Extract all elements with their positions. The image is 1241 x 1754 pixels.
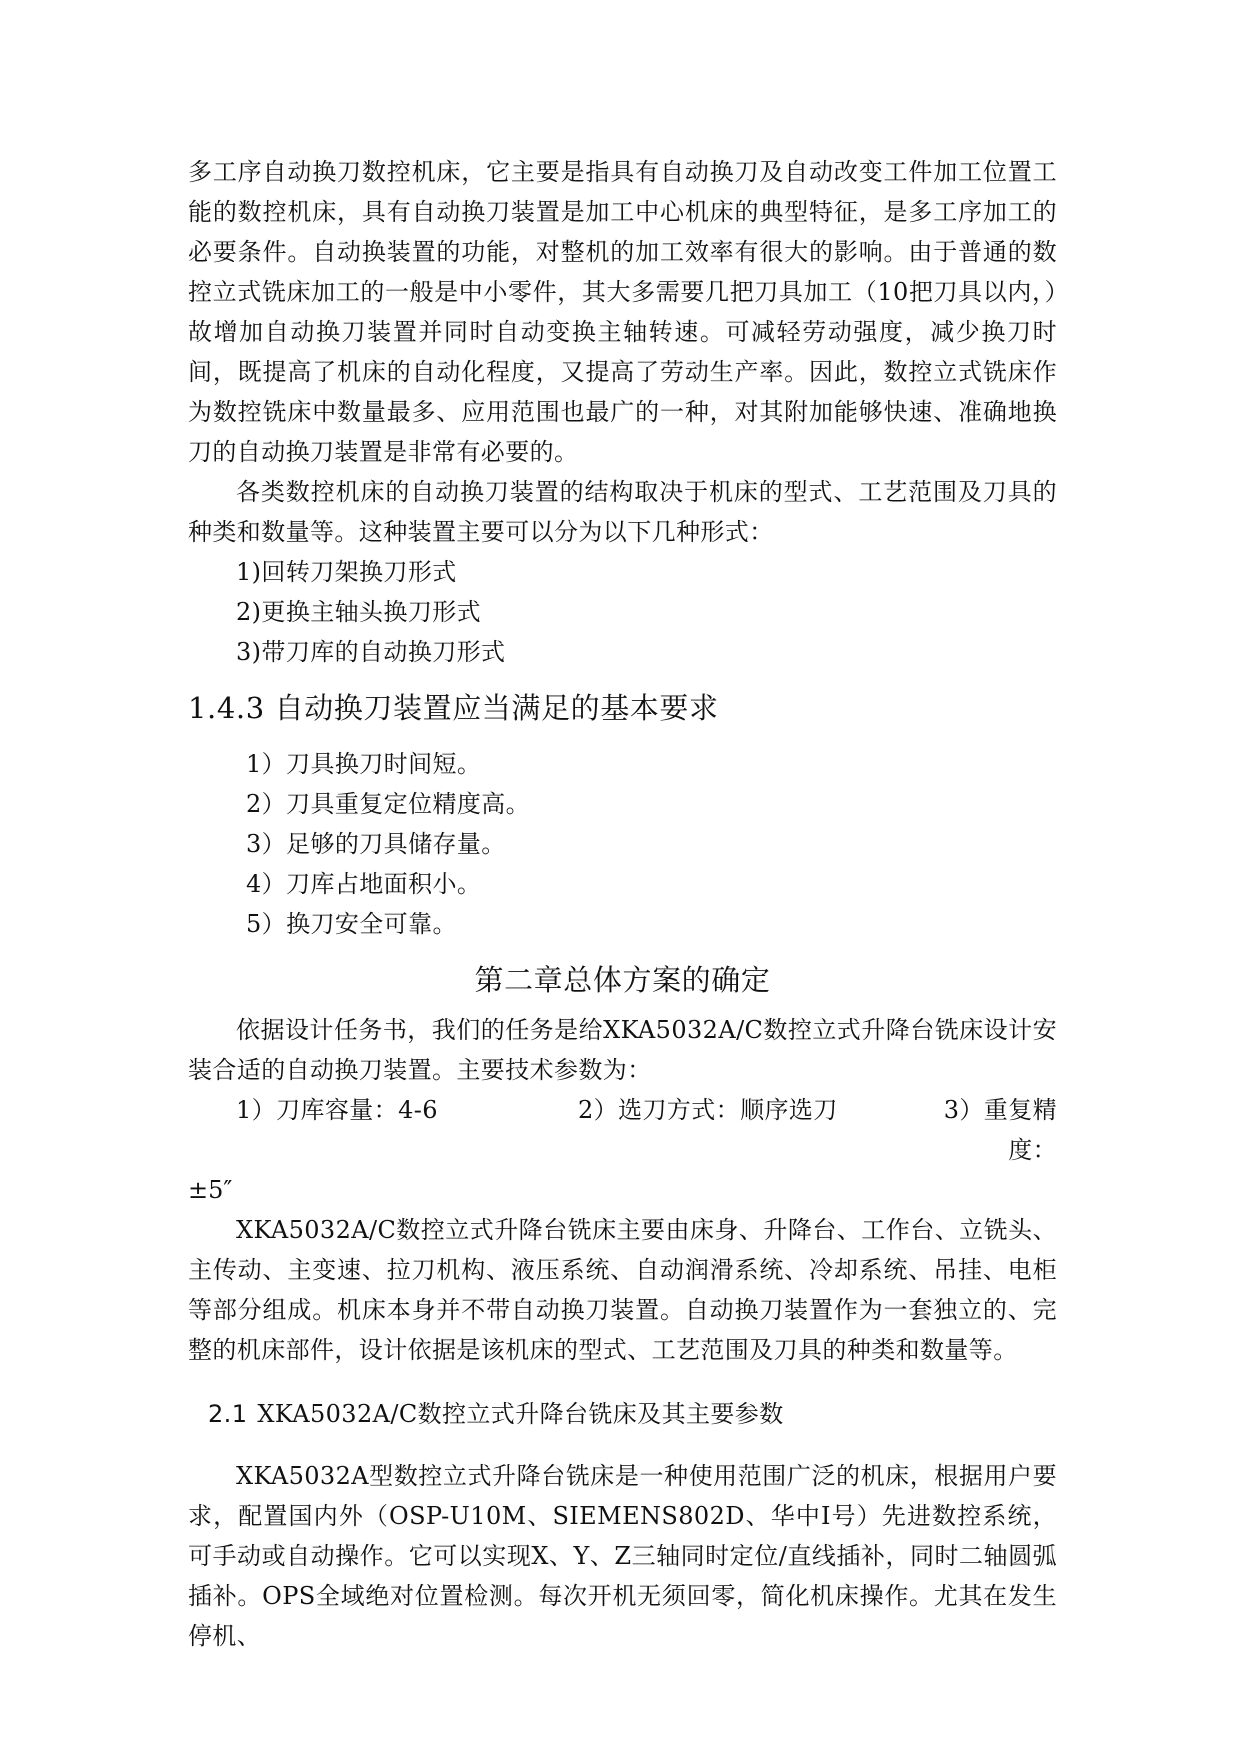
list-item: 2)更换主轴头换刀形式 bbox=[236, 598, 482, 626]
intro-paragraph-2: 各类数控机床的自动换刀装置的结构取决于机床的型式、工艺范围及刀具的种类和数量等。这种装置主要可以分为以下几种形式： bbox=[188, 478, 1057, 546]
changer-forms-list bbox=[188, 552, 1057, 672]
section-number: 2.1 bbox=[208, 1400, 248, 1428]
list-item: 1）刀具换刀时间短。 bbox=[246, 750, 482, 778]
technical-params-row bbox=[188, 1090, 1057, 1170]
intro-paragraph-1: 多工序自动换刀数控机床，它主要是指具有自动换刀及自动改变工件加工位置工能的数控机床，具有自动换刀装置是加工中心机床的典型特征，是多工序加工的必要条件。自动换装置的功能，对整机的加工效率有很大的影响。由于普通的数控立式铣床加工的一般是中小零件，其大多需要几把刀具加工（10把刀具以内，）故增加自动换刀装置并同时自动变换主轴转速。可减轻劳动强度，减少换刀时间，既提高了机床的自动化程度，又提高了劳动生产率。因此，数控立式铣床作为数控铣床中数量最多、应用范围也最广的一种，对其附加能够快速、准确地换刀的自动换刀装置是非常有必要的。 bbox=[188, 158, 1057, 466]
param-repeatability-value: ±5″ bbox=[188, 1176, 233, 1204]
list-item: 4）刀库占地面积小。 bbox=[246, 870, 482, 898]
list-item: 2）刀具重复定位精度高。 bbox=[246, 790, 531, 818]
section-heading-2-1 bbox=[208, 1394, 1057, 1434]
chapter-title: 第二章总体方案的确定 bbox=[474, 963, 771, 997]
section-heading-1-4-3: 1.4.3 自动换刀装置应当满足的基本要求 bbox=[188, 691, 719, 725]
list-item: 3）足够的刀具储存量。 bbox=[246, 830, 506, 858]
list-item: 1)回转刀架换刀形式 bbox=[236, 558, 457, 586]
chapter-paragraph-1: 依据设计任务书，我们的任务是给XKA5032A/C数控立式升降台铣床设计安装合适的自动换刀装置。主要技术参数为： bbox=[188, 1016, 1057, 1084]
list-item: 3)带刀库的自动换刀形式 bbox=[236, 638, 506, 666]
section-title: XKA5032A/C数控立式升降台铣床及其主要参数 bbox=[257, 1400, 784, 1428]
requirements-list bbox=[188, 744, 1057, 944]
section-paragraph-1: XKA5032A型数控立式升降台铣床是一种使用范围广泛的机床，根据用户要求，配置国内外（OSP-U10M、SIEMENS802D、华中Ⅰ号）先进数控系统，可手动或自动操作。它可以实现X、Y、Z三轴同时定位/直线插补，同时二轴圆弧插补。OPS全域绝对位置检测。每次开机无须回零，简化机床操作。尤其在发生停机、 bbox=[188, 1462, 1057, 1650]
list-item: 5）换刀安全可靠。 bbox=[246, 910, 457, 938]
param-tool-selection: 2）选刀方式：顺序选刀 bbox=[578, 1096, 838, 1124]
chapter-paragraph-2: XKA5032A/C数控立式升降台铣床主要由床身、升降台、工作台、立铣头、主传动、主变速、拉刀机构、液压系统、自动润滑系统、冷却系统、吊挂、电柜等部分组成。机床本身并不带自动换刀装置。自动换刀装置作为一套独立的、完整的机床部件，设计依据是该机床的型式、工艺范围及刀具的种类和数量等。 bbox=[188, 1216, 1057, 1364]
param-repeatability: 3）重复精度： bbox=[943, 1096, 1057, 1164]
param-magazine-capacity: 1）刀库容量：4-6 bbox=[236, 1096, 438, 1124]
